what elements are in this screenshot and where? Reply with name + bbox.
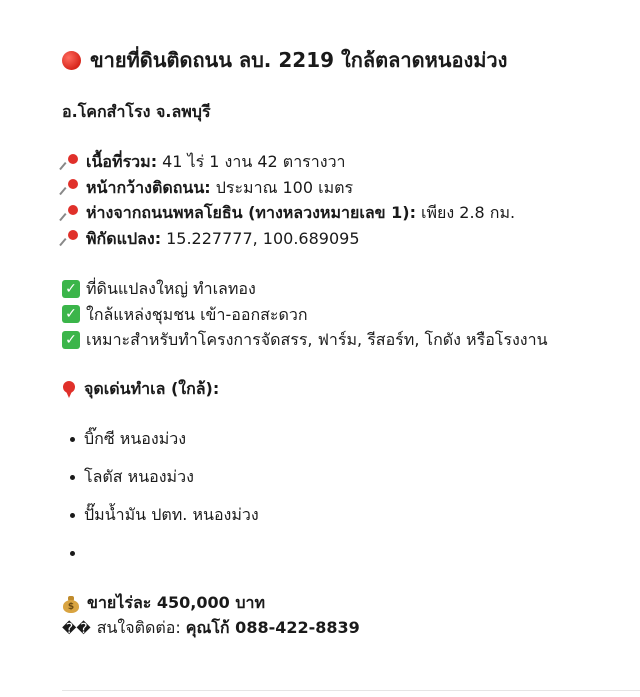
- pushpin-icon: [62, 153, 80, 171]
- contact-name-phone: คุณโก้ 088-422-8839: [185, 618, 360, 637]
- selling-point-text: ใกล้แหล่งชุมชน เข้า-ออกสะดวก: [86, 304, 308, 324]
- list-item: [70, 541, 259, 579]
- round-pushpin-icon: [62, 381, 76, 399]
- fact-label: เนื้อที่รวม:: [86, 152, 158, 171]
- fact-value: 15.227777, 100.689095: [166, 228, 360, 248]
- pushpin-icon: [62, 204, 80, 222]
- highlights-list: [70, 427, 259, 579]
- list-item-text: โลตัส หนองม่วง: [84, 467, 194, 486]
- divider: [62, 690, 640, 691]
- list-item: [70, 503, 259, 541]
- fact-row: [62, 200, 515, 226]
- selling-point: [62, 276, 548, 302]
- list-item-text: บิ๊กซี หนองม่วง: [84, 429, 187, 448]
- selling-point-text: เหมาะสำหรับทำโครงการจัดสรร, ฟาร์ม, รีสอร์ท, โกดัง หรือโรงงาน: [86, 330, 548, 349]
- list-item: [70, 427, 259, 465]
- pushpin-icon: [62, 229, 80, 247]
- bullet-icon: [70, 437, 75, 442]
- fact-value: เพียง 2.8 กม.: [420, 203, 516, 222]
- list-item: [70, 465, 259, 503]
- facts-list: [62, 149, 515, 251]
- contact-line: [62, 616, 360, 641]
- selling-point: [62, 302, 548, 328]
- location-subtitle: อ.โคกสำโรง จ.ลพบุรี: [62, 102, 211, 121]
- fact-value: 41 ไร่ 1 งาน 42 ตารางวา: [162, 152, 346, 171]
- fact-value: ประมาณ 100 เมตร: [215, 177, 354, 197]
- bullet-icon: [70, 475, 75, 480]
- selling-point-text: ที่ดินแปลงใหญ่ ทำเลทอง: [86, 279, 256, 298]
- check-mark-button-icon: ✓: [62, 280, 80, 298]
- fact-row: [62, 149, 515, 175]
- fact-row: [62, 226, 515, 252]
- fact-label: หน้ากว้างติดถนน:: [86, 177, 211, 197]
- selling-point: [62, 327, 548, 353]
- fact-label: ห่างจากถนนพหลโยธิน (ทางหลวงหมายเลข 1):: [86, 203, 416, 222]
- highlights-heading-text: จุดเด่นทำเล (ใกล้):: [84, 379, 220, 398]
- check-mark-button-icon: ✓: [62, 305, 80, 323]
- bullet-icon: [70, 551, 75, 556]
- fact-label: พิกัดแปลง:: [86, 228, 162, 248]
- money-bag-icon: $: [62, 595, 80, 613]
- list-item-text: ปั๊มน้ำมัน ปตท. หนองม่วง: [84, 505, 259, 524]
- fact-row: [62, 175, 515, 201]
- price-text: ขายไร่ละ 450,000 บาท: [87, 593, 266, 612]
- selling-points-list: [62, 276, 548, 353]
- broken-emoji-glyphs: ��: [62, 620, 91, 637]
- pushpin-icon: [62, 178, 80, 196]
- bullet-icon: [70, 513, 75, 518]
- listing-title: [62, 44, 507, 76]
- highlights-heading: [62, 377, 219, 402]
- price-line: [62, 591, 265, 616]
- listing-title-text: ขายที่ดินติดถนน ลบ. 2219 ใกล้ตลาดหนองม่วง: [90, 48, 508, 72]
- red-circle-icon: [62, 51, 81, 70]
- contact-label: สนใจติดต่อ:: [96, 618, 181, 637]
- check-mark-button-icon: ✓: [62, 331, 80, 349]
